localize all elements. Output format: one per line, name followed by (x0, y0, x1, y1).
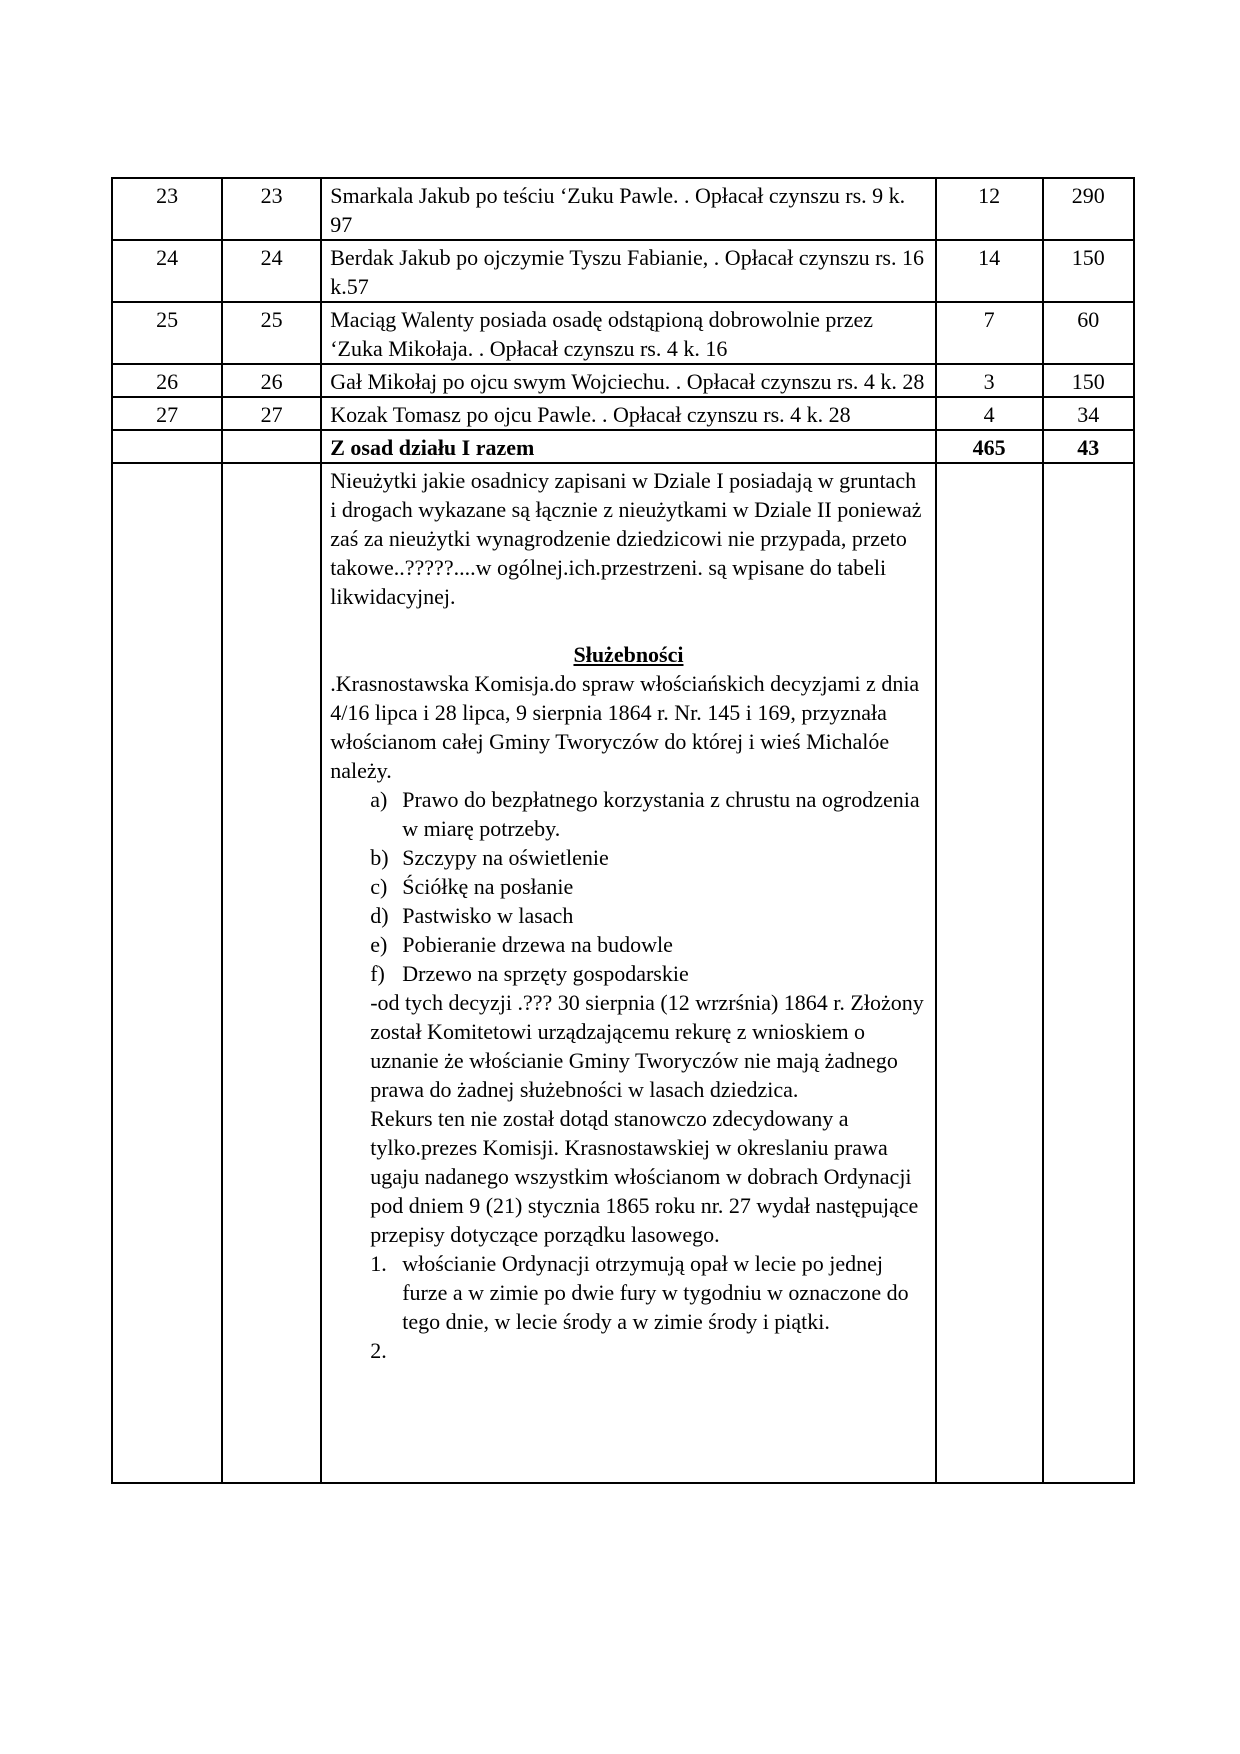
list-item (330, 843, 927, 872)
total-value-2: 43 (1043, 430, 1134, 463)
list-text: Drzewo na sprzęty gospodarskie (402, 961, 689, 986)
empty-cell (112, 430, 222, 463)
row-description: Berdak Jakub po ojczymie Tyszu Fabianie, . Opłacał czynszu rs. 16 k.57 (321, 240, 936, 302)
wasteland-note: Nieużytki jakie osadnicy zapisani w Dziale I posiadają w gruntach i drogach wykazane są łącznie z nieużytkami w Dziale II ponieważ zaś za nieużytki wynagrodzenie dziedzicowi nie przypada, przeto takowe..?????....w ogólnej.ich.przestrzeni. są wpisane do tabeli likwidacyjnej. (330, 468, 922, 609)
value-2: 150 (1043, 364, 1134, 397)
recourse-paragraph: Rekurs ten nie został dotąd stanowczo zdecydowany a tylko.prezes Komisji. Krasnostawskiej w okreslaniu prawa ugaju nadanego wszystkim włościanom w dobrach Ordynacji pod dniem 9 (21) stycznia 1865 roku nr. 27 wydał następujące przepisy dotyczące porządku lasowego. (370, 1106, 919, 1247)
total-label: Z osad działu I razem (321, 430, 936, 463)
list-item (330, 901, 927, 930)
forest-rules-list (330, 1249, 927, 1365)
value-1: 14 (936, 240, 1043, 302)
row-number: 24 (112, 240, 222, 302)
plot-number: 23 (222, 178, 321, 240)
list-text: Pastwisko w lasach (402, 903, 574, 928)
empty-cell (1043, 463, 1134, 1483)
total-value-1: 465 (936, 430, 1043, 463)
empty-cell (222, 463, 321, 1483)
table-row (112, 178, 1134, 240)
list-marker: d) (370, 903, 389, 928)
rights-list (330, 785, 927, 988)
empty-cell (936, 463, 1043, 1483)
list-item (330, 785, 927, 843)
list-text: Pobieranie drzewa na budowle (402, 932, 673, 957)
row-number: 27 (112, 397, 222, 430)
list-text: Prawo do bezpłatnego korzystania z chrustu na ogrodzenia w miarę potrzeby. (402, 787, 920, 841)
value-2: 34 (1043, 397, 1134, 430)
row-description: Gał Mikołaj po ojcu swym Wojciechu. . Opłacał czynszu rs. 4 k. 28 (321, 364, 936, 397)
appeal-paragraph: -od tych decyzji .??? 30 sierpnia (12 wrzrśnia) 1864 r. Złożony został Komitetowi urządzającemu rekurę z wnioskiem o uznanie że włościanie Gminy Tworyczów nie mają żadnego prawa do żadnej służebności w lasach dziedzica. (370, 990, 924, 1102)
plot-number: 26 (222, 364, 321, 397)
notes-row (112, 463, 1134, 1483)
row-number: 23 (112, 178, 222, 240)
land-register-table (111, 177, 1135, 1484)
empty-cell (112, 463, 222, 1483)
list-marker: c) (370, 874, 388, 899)
list-marker: b) (370, 845, 389, 870)
row-number: 26 (112, 364, 222, 397)
value-2: 60 (1043, 302, 1134, 364)
table-row (112, 397, 1134, 430)
value-1: 7 (936, 302, 1043, 364)
list-item (330, 872, 927, 901)
list-text: Ściółkę na posłanie (402, 874, 574, 899)
list-text: włościanie Ordynacji otrzymują opał w lecie po jednej furze a w zimie po dwie fury w tygodniu w oznaczone do tego dnie, w lecie środy a w zimie środy i piątki. (402, 1251, 909, 1334)
list-item (330, 930, 927, 959)
plot-number: 24 (222, 240, 321, 302)
list-marker: 2. (370, 1338, 387, 1363)
value-1: 4 (936, 397, 1043, 430)
row-description: Maciąg Walenty posiada osadę odstąpioną dobrowolnie przez ‘Zuka Mikołaja. . Opłacał czynszu rs. 4 k. 16 (321, 302, 936, 364)
row-number: 25 (112, 302, 222, 364)
list-item (330, 1249, 927, 1336)
list-item (330, 1336, 927, 1365)
row-description: Smarkala Jakub po teściu ‘Zuku Pawle. . Opłacał czynszu rs. 9 k. 97 (321, 178, 936, 240)
table-row (112, 302, 1134, 364)
table-row (112, 240, 1134, 302)
value-1: 12 (936, 178, 1043, 240)
list-text: Szczypy na oświetlenie (402, 845, 609, 870)
value-2: 290 (1043, 178, 1134, 240)
commission-decision: .Krasnostawska Komisja.do spraw włościańskich decyzjami z dnia 4/16 lipca i 28 lipca, 9 sierpnia 1864 r. Nr. 145 i 169, przyznała włościanom całej Gminy Tworyczów do której i wieś Michalóe należy. (330, 671, 920, 783)
value-1: 3 (936, 364, 1043, 397)
list-marker: a) (370, 787, 388, 812)
empty-cell (222, 430, 321, 463)
list-marker: e) (370, 932, 388, 957)
row-description: Kozak Tomasz po ojcu Pawle. . Opłacał czynszu rs. 4 k. 28 (321, 397, 936, 430)
total-row (112, 430, 1134, 463)
plot-number: 27 (222, 397, 321, 430)
value-2: 150 (1043, 240, 1134, 302)
list-item (330, 959, 927, 988)
plot-number: 25 (222, 302, 321, 364)
notes-cell (321, 463, 936, 1483)
list-marker: 1. (370, 1251, 387, 1276)
list-marker: f) (370, 961, 385, 986)
section-heading: Służebności (573, 642, 684, 667)
table-row (112, 364, 1134, 397)
